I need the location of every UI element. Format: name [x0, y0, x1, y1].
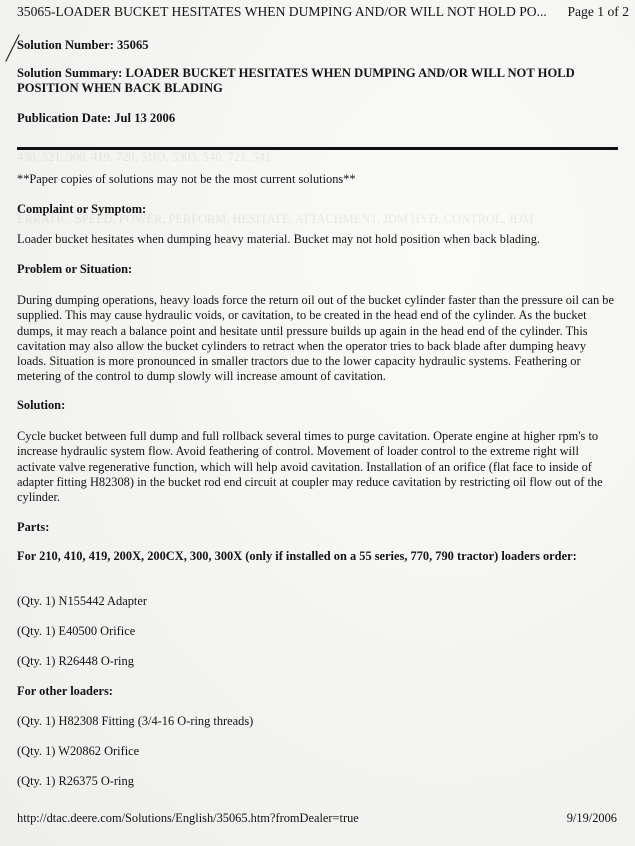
print-footer — [17, 811, 617, 826]
parts-list-item: (Qty. 1) H82308 Fitting (3/4-16 O-ring threads) — [17, 714, 254, 728]
solution-number: Solution Number: 35065 — [17, 38, 149, 52]
parts-list-item: (Qty. 1) W20862 Orifice — [17, 744, 140, 758]
problem-heading: Problem or Situation: — [17, 262, 133, 276]
parts-list-item: (Qty. 1) E40500 Orifice — [17, 624, 136, 638]
solution-summary-label: Solution Summary: — [17, 66, 123, 80]
problem-body: During dumping operations, heavy loads force the return oil out of the bucket cylinder faster than the pressure oil can be supplied. This may cause hydraulic voids, or cavitation, to be created in the head end of the cylinder. As the bucket dumps, it may reach a balance point and hesitate until pressure builds up again in the head end of the cylinder. This cavitation may also allow the bucket cylinders to retract when the operator tries to back blade after dumping heavy loads. Situation is more pronounced in smaller tractors due to the lower capacity hydraulic systems. Feathering or metering of the control to dump slowly will increase amount of cavitation. — [17, 293, 614, 384]
paper-copies-notice: **Paper copies of solutions may not be the most current solutions** — [17, 172, 356, 186]
solution-summary-text: LOADER BUCKET HESITATES WHEN DUMPING AND/OR WILL NOT HOLD POSITION WHEN BACK BLADING — [17, 66, 575, 95]
complaint-body: Loader bucket hesitates when dumping heavy material. Bucket may not hold position when back blading. — [17, 232, 541, 246]
bleed-through-text: 430, 521, 300, 419, 720, 5103, 5303, 540, 721, 541 — [17, 150, 272, 164]
print-header — [17, 4, 629, 20]
publication-date: Publication Date: Jul 13 2006 — [17, 111, 176, 125]
parts-list-item: (Qty. 1) R26375 O-ring — [17, 774, 134, 788]
parts-list-item: (Qty. 1) N155442 Adapter — [17, 594, 147, 608]
solution-heading: Solution: — [17, 398, 66, 412]
print-date: 9/19/2006 — [566, 811, 617, 825]
bleed-through-text: ERRATIC, SPEED, POWER, PERFORM, HESITATE, ATTACHMENT, JDM HYD, CONTROL, JDM — [17, 212, 534, 226]
page-indicator: Page 1 of 2 — [567, 4, 629, 19]
source-url: http://dtac.deere.com/Solutions/English/35065.htm?fromDealer=true — [17, 811, 359, 825]
divider — [17, 147, 618, 150]
solution-summary — [17, 66, 617, 95]
solution-body: Cycle bucket between full dump and full rollback several times to purge cavitation. Operate engine at higher rpm's to increase hydraulic system flow. Avoid feathering of control. Movement of loader control to the extreme right will activate valve regenerative function, which will help avoid cavitation. Installation of an orifice (flat face to inside of adapter fitting H82308) in the bucket rod end circuit at coupler may reduce cavitation by restricting oil flow out of the cylinder. — [17, 429, 603, 505]
parts-group-heading: For 210, 410, 419, 200X, 200CX, 300, 300X (only if installed on a 55 series, 770, 790 tractor) loaders order: — [17, 549, 577, 563]
parts-group-heading: For other loaders: — [17, 684, 113, 698]
complaint-heading: Complaint or Symptom: — [17, 202, 147, 216]
parts-heading: Parts: — [17, 520, 50, 534]
parts-list-item: (Qty. 1) R26448 O-ring — [17, 654, 134, 668]
print-header-title: 35065-LOADER BUCKET HESITATES WHEN DUMPING AND/OR WILL NOT HOLD PO... — [17, 4, 547, 19]
